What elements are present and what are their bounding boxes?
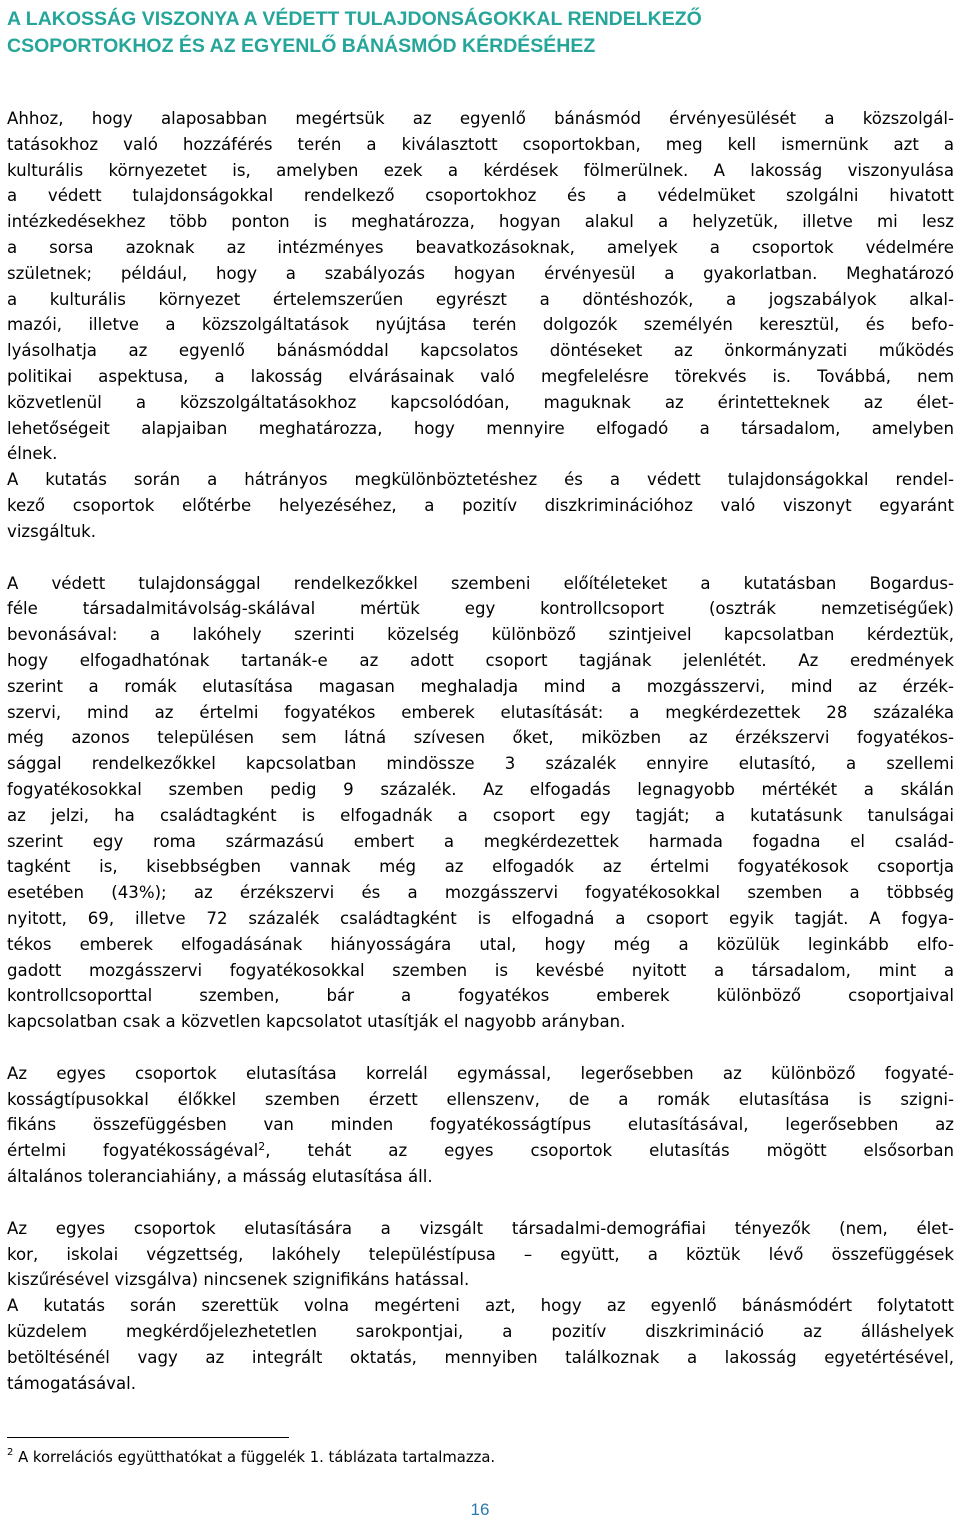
footnote [7,1448,495,1468]
text-line: nyitott, 69, illetve 72 százalék családtagként is elfogadná a csoport egyik tagját. A fogya- [7,908,954,928]
footnote-reference: 2 [258,1140,266,1154]
footnote-number: 2 [7,1447,14,1458]
footnote-divider [7,1437,289,1438]
paragraph-positive-discrimination [7,1293,954,1396]
text-line: kiszűrésével vizsgálva) nincsenek szignifikáns hatással. [7,1270,470,1290]
text-line: szerint egy roma származású embert a megkérdezettek harmada fogadna el család- [7,831,954,851]
text-line: tékos emberek elfogadásának hiányosságára utal, hogy még a közülük leginkább elfo- [7,934,954,954]
text-line: fikáns összefüggésben van minden fogyatékosságtípus elutasításával, legerősebben az [7,1115,954,1135]
text-line: kező csoportok előtérbe helyezéséhez, a pozitív diszkriminációhoz való viszonyt egyaránt [7,495,954,515]
text-line: kulturális környezetet is, amelyben ezek a kérdések fölmerülnek. A lakosság viszonyulása [7,160,954,180]
document-body [7,106,954,1396]
text-line: féle társadalmitávolság-skálával mértük egy kontrollcsoport (osztrák nemzetiségűek) [7,599,954,619]
text-line: lyásolhatja az egyenlő bánásmóddal kapcsolatos döntéseket az önkormányzati működés [7,341,954,361]
paragraph-research-attitude [7,467,954,544]
text-line: intézkedésekhez több ponton is meghatározza, hogyan alakul a helyzetük, illetve mi lesz [7,212,954,232]
text-line: bevonásával: a lakóhely szerinti közelség különböző szintjeivel kapcsolatban kérdeztük, [7,625,954,645]
text-line: Ahhoz, hogy alaposabban megértsük az egyenlő bánásmód érvényesülését a közszolgál- [7,109,954,128]
text-line: betöltésénél vagy az integrált oktatás, mennyiben találkoznak a lakosság egyetértésével, [7,1347,954,1367]
paragraph-intro [7,106,954,467]
text-line: még azonos településen sem látná szívesen őket, miközben az érzékszervi fogyatékos- [7,728,954,748]
text-line: gadott mozgásszervi fogyatékosokkal szemben is kevésbé nyitott a társadalom, mint a [7,960,954,980]
text-fragment: , tehát az egyes csoportok elutasítás mögött elsősorban [265,1141,954,1161]
text-line: A védett tulajdonsággal rendelkezőkkel szembeni előítéleteket a kutatásban Bogardus- [7,573,954,593]
text-line-with-footnote [7,1138,954,1164]
text-line: kapcsolatban csak a közvetlen kapcsolatot utasítják el nagyobb arányban. [7,1012,626,1032]
text-line: politikai aspektusa, a lakosság elvárásainak való megfelelésre törekvés is. Továbbá, nem [7,366,954,386]
page-number: 16 [470,1500,490,1519]
text-line: sággal rendelkezőkkel kapcsolatban mindössze 3 százalék ennyire elutasító, a szellemi [7,754,954,774]
paragraph-correlation [7,1061,954,1190]
text-line: szervi, mind az értelmi fogyatékos emberek elutasítását: a megkérdezettek 28 százaléka [7,702,954,722]
text-line: A kutatás során a hátrányos megkülönböztetéshez és a védett tulajdonságokkal rendel- [7,470,954,490]
text-line: tagként is, kisebbségben vannak még az elfogadók az értelmi fogyatékosok csoportja [7,857,954,877]
text-line: Az egyes csoportok elutasítására a vizsgált társadalmi-demográfiai tényezők (nem, élet- [7,1218,954,1238]
text-line: közvetlenül a közszolgáltatásokhoz kapcsolódóan, maguknak az érintetteknek az élet- [7,392,954,412]
page-title-line-1: A LAKOSSÁG VISZONYA A VÉDETT TULAJDONSÁGOKKAL RENDELKEZŐ [7,8,702,30]
text-line: esetében (43%); az érzékszervi és a mozgásszervi fogyatékosokkal szemben a többség [7,883,954,903]
text-line: születnek; például, hogy a szabályozás hogyan érvényesül a gyakorlatban. Meghatározó [7,263,954,283]
text-line: mazói, illetve a közszolgáltatások nyújtása terén dolgozók személyén keresztül, és befo- [7,315,954,335]
text-line: szerint a romák elutasítása magasan meghaladja mind a mozgásszervi, mind az érzék- [7,676,954,696]
text-line: kor, iskolai végzettség, lakóhely településtípusa – együtt, a köztük lévő összefüggések [7,1244,954,1264]
text-line: lehetőségeit alapjaiban meghatározza, hogy mennyire elfogadó a társadalom, amelyben [7,418,954,438]
paragraph-prejudice-scale [7,571,954,1035]
text-line: a védett tulajdonságokkal rendelkező csoportokhoz és a védelmüket szolgálni hivatott [7,186,954,206]
text-line: a sorsa azoknak az intézményes beavatkozásoknak, amelyek a csoportok védelmére [7,237,954,257]
text-line: támogatásával. [7,1373,137,1393]
text-line: hogy elfogadhatónak tartanák-e az adott csoport tagjának jelenlétét. Az eredmények [7,650,954,670]
page-title [7,6,947,60]
text-line: A kutatás során szerettük volna megérteni azt, hogy az egyenlő bánásmódért folytatott [7,1296,954,1316]
paragraph-demographics [7,1216,954,1293]
text-line: tatásokhoz való hozzáférés terén a kiválasztott csoportokban, meg kell ismernünk azt a [7,134,954,154]
footnote-text: A korrelációs együtthatókat a függelék 1. táblázata tartalmazza. [18,1449,496,1466]
text-fragment: értelmi fogyatékosságéval [7,1141,259,1161]
text-line: kosságtípusokkal élőkkel szemben érzett ellenszenv, de a romák elutasítása is szigni- [7,1089,954,1109]
text-line: küzdelem megkérdőjelezhetetlen sarokpontjai, a pozitív diszkrimináció az álláshelyek [7,1322,954,1342]
text-line: általános toleranciahiány, a másság elutasítása áll. [7,1167,433,1187]
text-line: Az egyes csoportok elutasítása korrelál egymással, legerősebben az különböző fogyaté- [7,1063,954,1083]
text-line: kontrollcsoporttal szemben, bár a fogyatékos emberek különböző csoportjaival [7,986,954,1006]
text-line: a kulturális környezet értelemszerűen egyrészt a döntéshozók, a jogszabályok alkal- [7,289,954,309]
text-line: vizsgáltuk. [7,521,97,541]
page-title-line-2: CSOPORTOKHOZ ÉS AZ EGYENLŐ BÁNÁSMÓD KÉRDÉSÉHEZ [7,35,596,57]
text-line: az jelzi, ha családtagként is elfogadnák a csoport egy tagját; a kutatásunk tanulságai [7,805,954,825]
text-line: fogyatékosokkal szemben pedig 9 százalék. Az elfogadás legnagyobb mértékét a skálán [7,779,954,799]
text-line: élnek. [7,444,58,464]
